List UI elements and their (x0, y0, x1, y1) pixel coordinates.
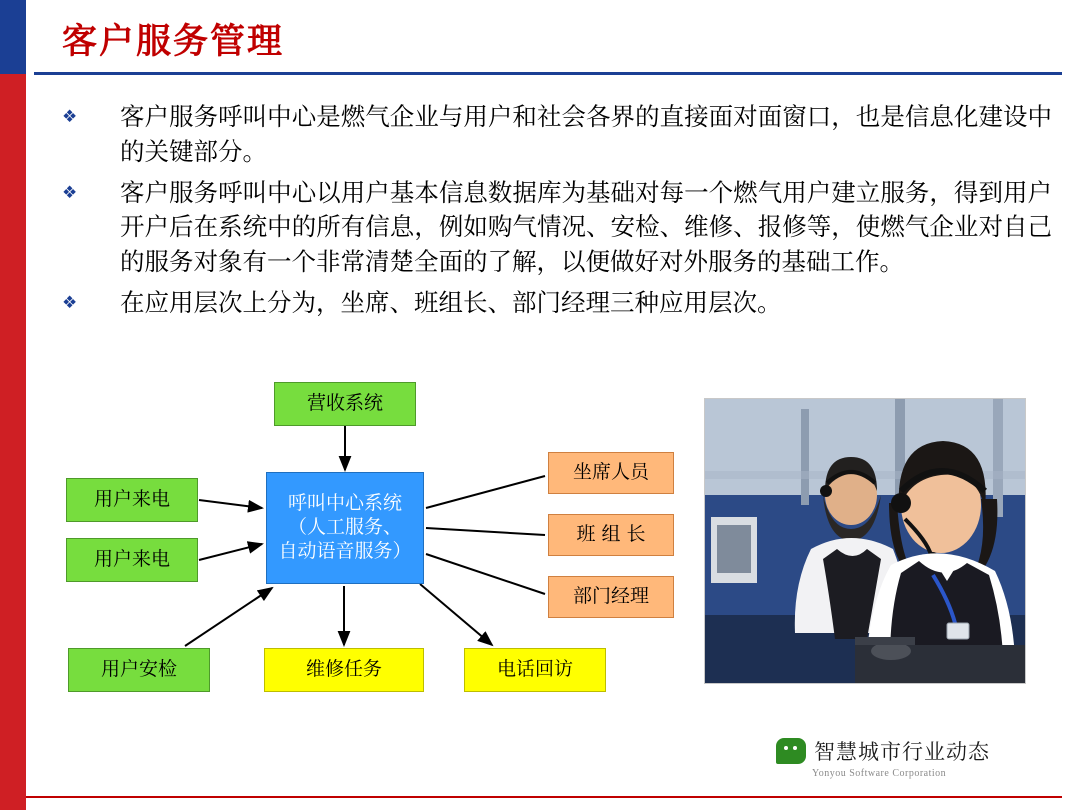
list-item (62, 100, 1052, 170)
bottom-divider (26, 796, 1062, 798)
node-seat-staff[interactable]: 坐席人员 (548, 452, 674, 494)
node-user-inspection[interactable]: 用户安检 (68, 648, 210, 692)
title-divider (34, 72, 1062, 75)
node-dept-manager[interactable]: 部门经理 (548, 576, 674, 618)
call-center-line-2: （人工服务、 (287, 516, 402, 539)
diamond-bullet-icon: ❖ (62, 182, 78, 202)
list-item (62, 176, 1052, 280)
footer-company-en: Yonyou Software Corporation (812, 768, 947, 779)
list-item (62, 286, 1052, 321)
diamond-bullet-icon: ❖ (62, 107, 78, 126)
call-center-line-3: 自动语音服务） (278, 539, 412, 562)
call-center-photo (704, 398, 1026, 684)
bullet-text: 客户服务呼叫中心以用户基本信息数据库为基础对每一个燃气用户建立服务，得到用户开户后在系统中的所有信息，例如购气情况、安检、维修、报修等，使燃气企业对自己的服务对象有一个非常清楚全面的了解，以便做好对外服务的基础工作。 (120, 177, 1052, 277)
diamond-bullet-icon: ❖ (62, 292, 78, 312)
footer-wechat-logo (776, 736, 990, 766)
node-user-call-1[interactable]: 用户来电 (66, 478, 198, 522)
left-accent-bar-blue (0, 0, 26, 74)
call-center-flow-diagram (0, 368, 700, 708)
photo-illustration (705, 399, 1025, 683)
node-call-center-system[interactable] (266, 472, 424, 584)
node-team-leader[interactable]: 班 组 长 (548, 514, 674, 556)
bullet-list (62, 100, 1052, 327)
node-repair-task[interactable]: 维修任务 (264, 648, 424, 692)
footer-wechat-name: 智慧城市行业动态 (814, 740, 990, 764)
wechat-icon (776, 738, 806, 764)
node-phone-followup[interactable]: 电话回访 (464, 648, 606, 692)
node-revenue-system[interactable]: 营收系统 (274, 382, 416, 426)
page-title: 客户服务管理 (62, 22, 285, 61)
node-user-call-2[interactable]: 用户来电 (66, 538, 198, 582)
call-center-line-1: 呼叫中心系统 (287, 492, 402, 515)
bullet-text: 在应用层次上分为，坐席、班组长、部门经理三种应用层次。 (120, 287, 782, 317)
bullet-text: 客户服务呼叫中心是燃气企业与用户和社会各界的直接面对面窗口，也是信息化建设中的关键部分。 (120, 102, 1052, 166)
